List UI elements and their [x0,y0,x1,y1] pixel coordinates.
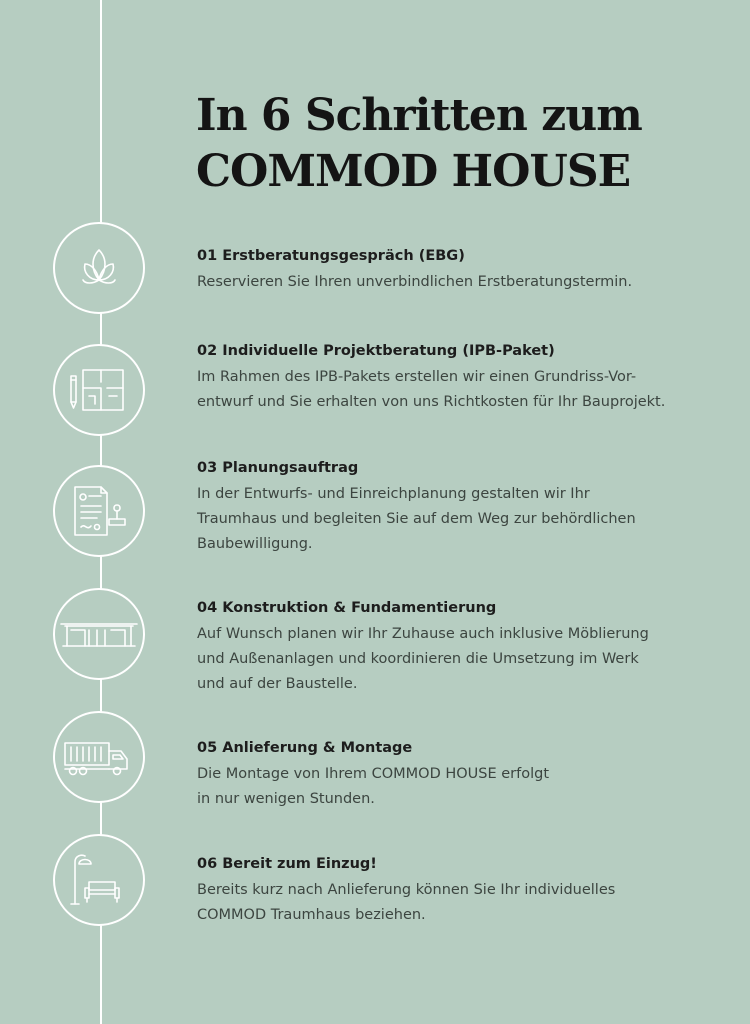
step-1 [197,246,697,295]
lotus-icon [67,236,131,300]
step-2-desc-line: Im Rahmen des IPB-Pakets erstellen wir einen Grundriss-Vor- [197,369,637,385]
step-2 [197,341,697,415]
step-4-icon-circle [53,588,145,680]
document-stamp-icon [67,479,131,543]
step-2-icon-circle [53,344,145,436]
page-title [196,88,642,200]
step-1-heading: 01 Erstberatungsgespräch (EBG) [197,248,465,264]
step-4-heading: 04 Konstruktion & Fundamentierung [197,600,497,616]
step-3-desc-line: Traumhaus und begleiten Sie auf dem Weg zur behördlichen [197,511,636,527]
step-5-heading: 05 Anlieferung & Montage [197,740,413,756]
step-5-desc-line: in nur wenigen Stunden. [197,791,375,807]
step-6-desc-line: Bereits kurz nach Anlieferung können Sie Ihr individuelles [197,882,616,898]
step-3-desc-line: Baubewilligung. [197,536,313,552]
truck-icon [67,725,131,789]
step-2-heading: 02 Individuelle Projektberatung (IPB-Paket) [197,343,555,359]
step-3-desc-line: In der Entwurfs- und Einreichplanung gestalten wir Ihr [197,486,590,502]
sofa-lamp-icon [67,848,131,912]
title-line-2: COMMOD HOUSE [196,146,631,197]
step-1-desc-line: Reservieren Sie Ihren unverbindlichen Erstberatungstermin. [197,274,633,290]
step-3-heading: 03 Planungsauftrag [197,460,359,476]
step-2-desc-line: entwurf und Sie erhalten von uns Richtkosten für Ihr Bauprojekt. [197,394,666,410]
step-3-icon-circle [53,465,145,557]
floor-plan-icon [67,358,131,422]
step-5-desc-line: Die Montage von Ihrem COMMOD HOUSE erfolgt [197,766,550,782]
step-3 [197,458,697,557]
step-4-desc-line: und Außenanlagen und koordinieren die Umsetzung im Werk [197,651,639,667]
step-4-desc-line: Auf Wunsch planen wir Ihr Zuhause auch inklusive Möblierung [197,626,649,642]
step-1-icon-circle [53,222,145,314]
step-6-desc-line: COMMOD Traumhaus beziehen. [197,907,426,923]
house-construction-icon [67,602,131,666]
title-line-1: In 6 Schritten zum [196,90,642,141]
step-6 [197,854,697,928]
step-6-icon-circle [53,834,145,926]
step-5 [197,738,697,812]
step-4-desc-line: und auf der Baustelle. [197,676,358,692]
step-6-heading: 06 Bereit zum Einzug! [197,856,377,872]
step-5-icon-circle [53,711,145,803]
step-4 [197,598,697,697]
